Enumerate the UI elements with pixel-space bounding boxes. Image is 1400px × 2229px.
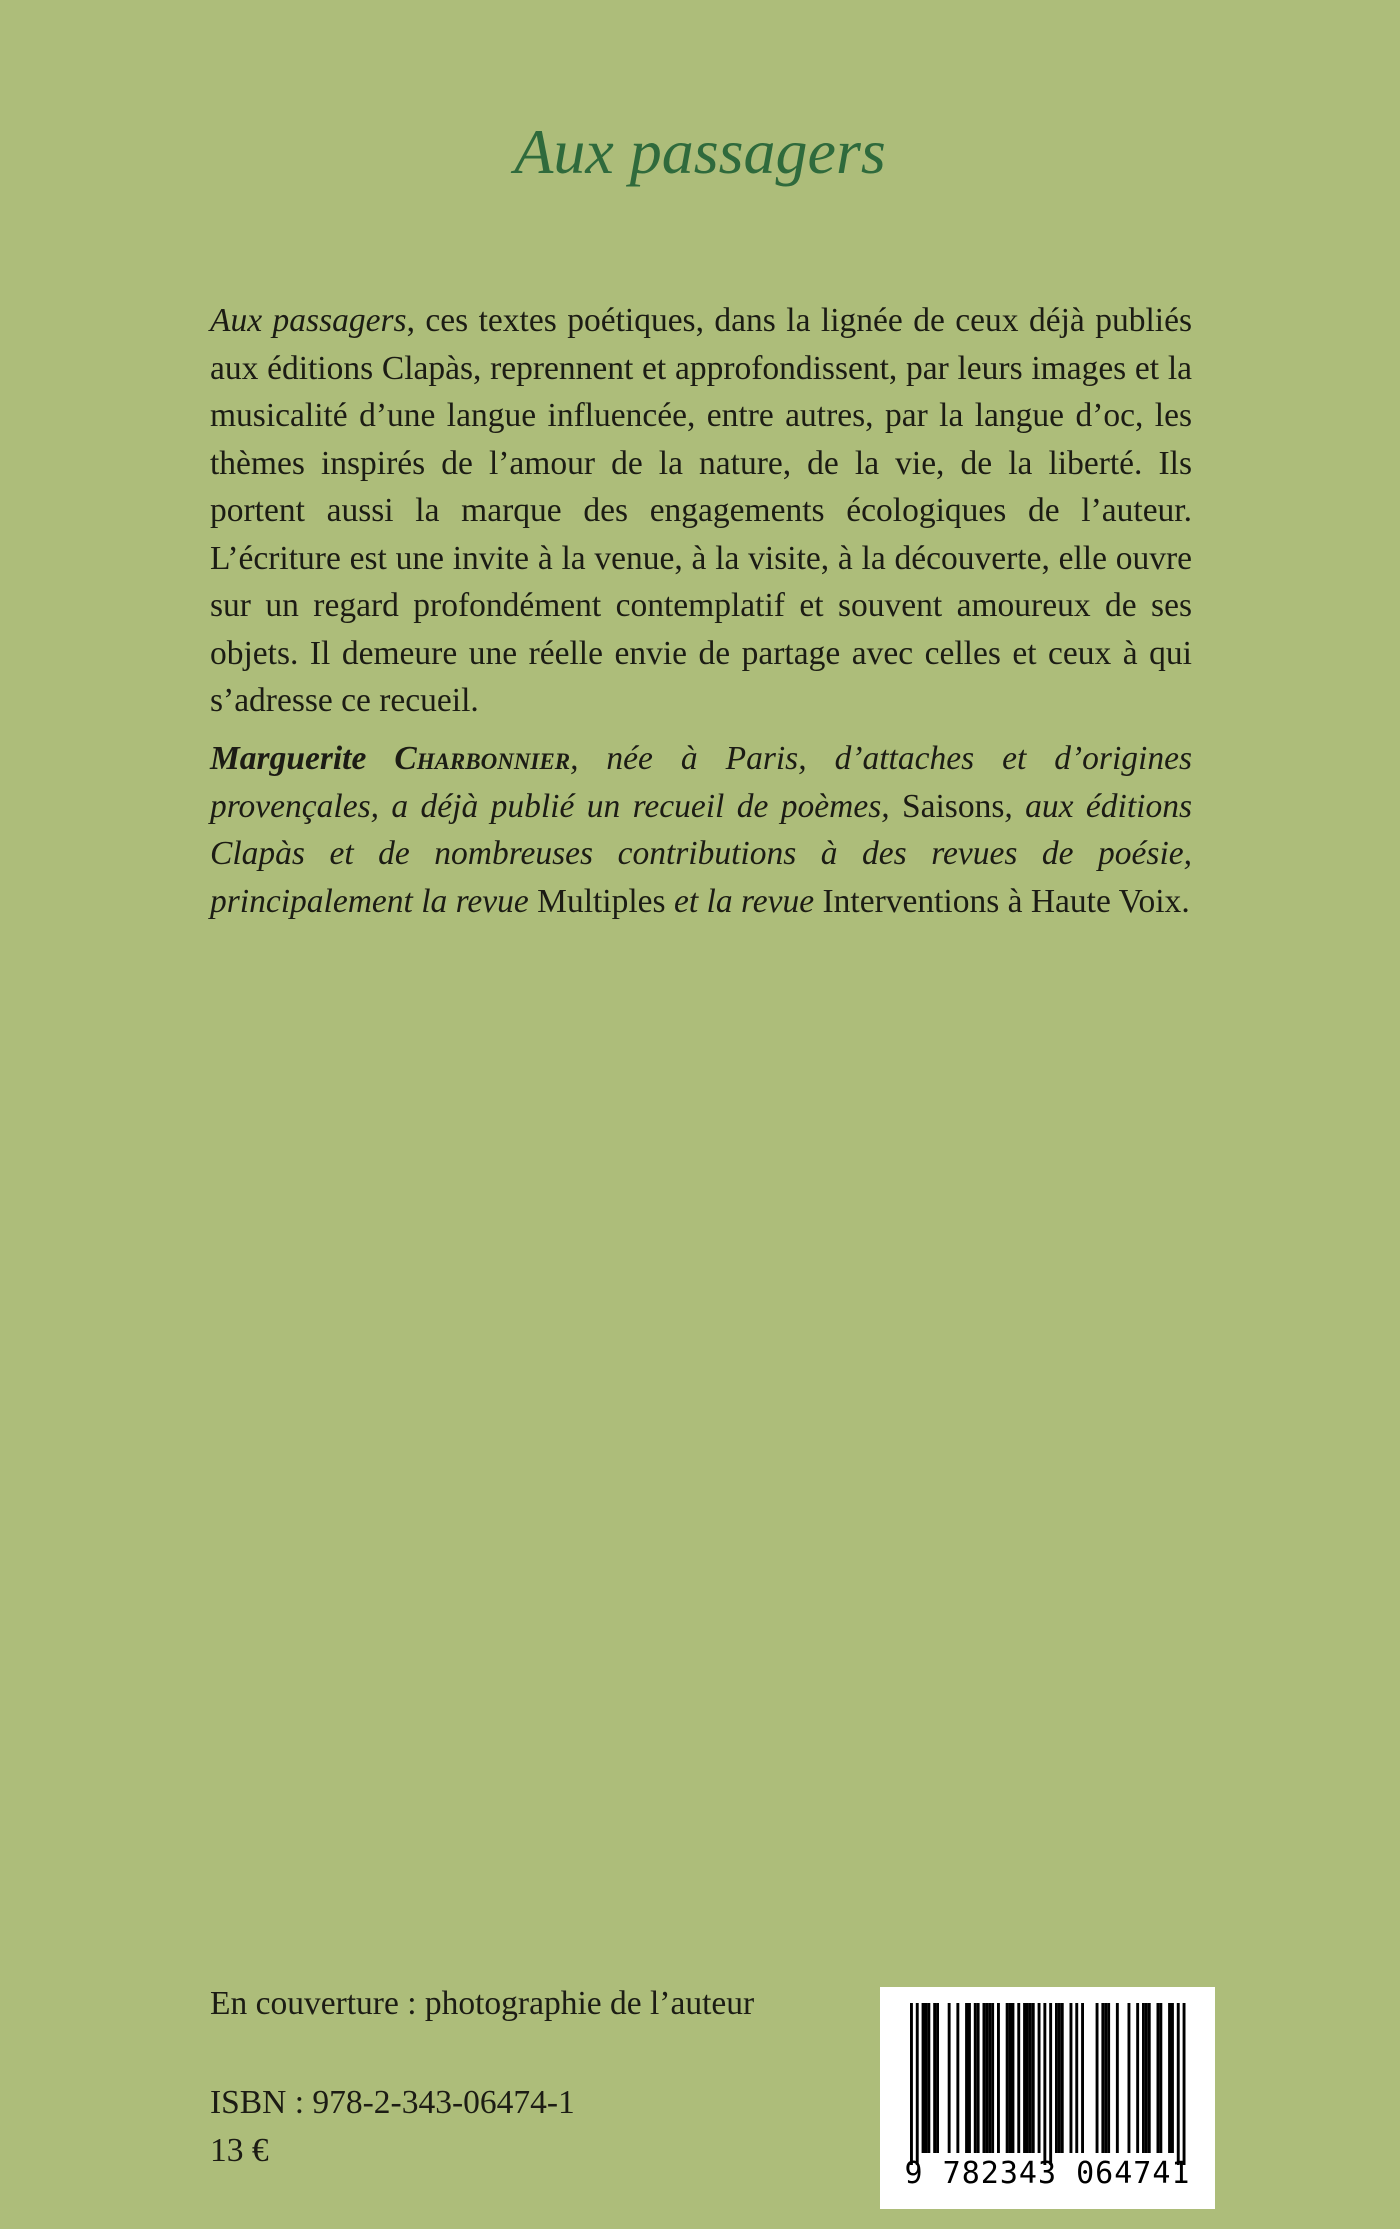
- cover-credit: En couverture : photographie de l’auteur: [210, 1985, 755, 2022]
- barcode-bar: [916, 2003, 919, 2165]
- barcode-bar: [965, 2003, 968, 2153]
- bio-text-1: , née à Paris, d’attaches et d’origines provençales, a déjà publié un recueil de poèmes,: [210, 740, 1192, 825]
- barcode-bar: [1096, 2003, 1099, 2153]
- barcode-bar: [925, 2003, 928, 2153]
- barcode-bar: [936, 2003, 939, 2153]
- author-surname: Charbonnier: [394, 740, 571, 777]
- barcode-bar: [1128, 2003, 1131, 2153]
- barcode-bar: [1116, 2003, 1119, 2153]
- barcode-bar: [1049, 2003, 1052, 2165]
- barcode-bar: [1168, 2003, 1171, 2153]
- bio-text-2: , aux éditions Clapàs et de nombreuses contributions à des revues de poésie, principalement la revue: [210, 787, 1192, 920]
- barcode-bar: [1142, 2003, 1145, 2153]
- barcode-bar: [1081, 2003, 1084, 2153]
- barcode-bar: [1171, 2003, 1174, 2153]
- barcode-bar: [1012, 2003, 1015, 2153]
- author-bio: [210, 735, 1192, 925]
- barcode-bar: [1148, 2003, 1151, 2153]
- barcode-bar: [948, 2003, 951, 2153]
- barcode-bar: [1183, 2003, 1186, 2165]
- barcode-bar: [956, 2003, 959, 2153]
- barcode-bar: [991, 2003, 994, 2153]
- barcode-bar: [974, 2003, 977, 2153]
- book-title: Aux passagers: [514, 116, 886, 187]
- barcode-bar: [1075, 2003, 1078, 2153]
- barcode-bar: [1009, 2003, 1012, 2153]
- barcode-bar: [1104, 2003, 1107, 2153]
- price: 13 €: [210, 2132, 269, 2169]
- barcode-bar: [1136, 2003, 1139, 2153]
- barcode-bar: [988, 2003, 991, 2153]
- barcode-bar: [1026, 2003, 1029, 2153]
- author-first-name: Marguerite: [210, 740, 395, 777]
- summary-title-italic: Aux passagers: [210, 302, 407, 339]
- barcode-bar: [1145, 2003, 1148, 2153]
- bio-revue-1: Multiples: [537, 882, 666, 920]
- barcode-bar: [1058, 2003, 1061, 2153]
- barcode-bar: [1061, 2003, 1064, 2153]
- author-name: [210, 740, 570, 777]
- bio-revue-2: Interventions à Haute Voix: [822, 882, 1182, 920]
- barcode-bar: [933, 2003, 936, 2153]
- barcode-bar: [1032, 2003, 1035, 2153]
- barcode-bar: [1107, 2003, 1110, 2153]
- book-summary: [210, 297, 1192, 725]
- barcode-digits: 9 782343 064741: [904, 2156, 1191, 2191]
- barcode: [880, 1987, 1215, 2209]
- barcode-bar: [910, 2003, 913, 2165]
- barcode-bar: [1177, 2003, 1180, 2165]
- summary-text: , ces textes poétiques, dans la lignée de ceux déjà publiés aux éditions Clapàs, reprennent et approfondissent, par leurs images et la musicalité d’une langue influencée, entre autres, par la langue d’oc, les thèmes inspirés de l’amour de la nature, de la vie, de la liberté. Ils portent aussi la marque des engagements écologiques de l’auteur. L’écriture est une invite à la venue, à la visite, à la découverte, elle ouvre sur un regard profondément contemplatif et souvent amoureux de ses objets. Il demeure une réelle envie de partage avec celles et ceux à qui s’adresse ce recueil.: [210, 302, 1192, 719]
- bio-text-4: .: [1181, 882, 1190, 920]
- barcode-bar: [1043, 2003, 1046, 2165]
- isbn: ISBN : 978-2-343-06474-1: [210, 2084, 575, 2121]
- barcode-bar: [1055, 2003, 1058, 2153]
- barcode-bar: [1023, 2003, 1026, 2153]
- barcode-bar: [997, 2003, 1000, 2153]
- barcode-bar: [1006, 2003, 1009, 2153]
- barcode-bar: [1101, 2003, 1104, 2153]
- barcode-bar: [1038, 2003, 1041, 2153]
- bio-text-3: et la revue: [665, 882, 823, 920]
- barcode-bar: [1070, 2003, 1073, 2153]
- bio-book-title: Saisons: [902, 787, 1005, 825]
- barcode-bar: [927, 2003, 930, 2153]
- barcode-bar: [968, 2003, 971, 2153]
- barcode-bar: [1029, 2003, 1032, 2153]
- barcode-bar: [985, 2003, 988, 2153]
- barcode-bar: [1017, 2003, 1020, 2153]
- barcode-bar: [922, 2003, 925, 2153]
- barcode-bar: [1159, 2003, 1162, 2153]
- barcode-bar: [977, 2003, 980, 2153]
- barcode-bar: [1157, 2003, 1160, 2153]
- barcode-bar: [983, 2003, 986, 2153]
